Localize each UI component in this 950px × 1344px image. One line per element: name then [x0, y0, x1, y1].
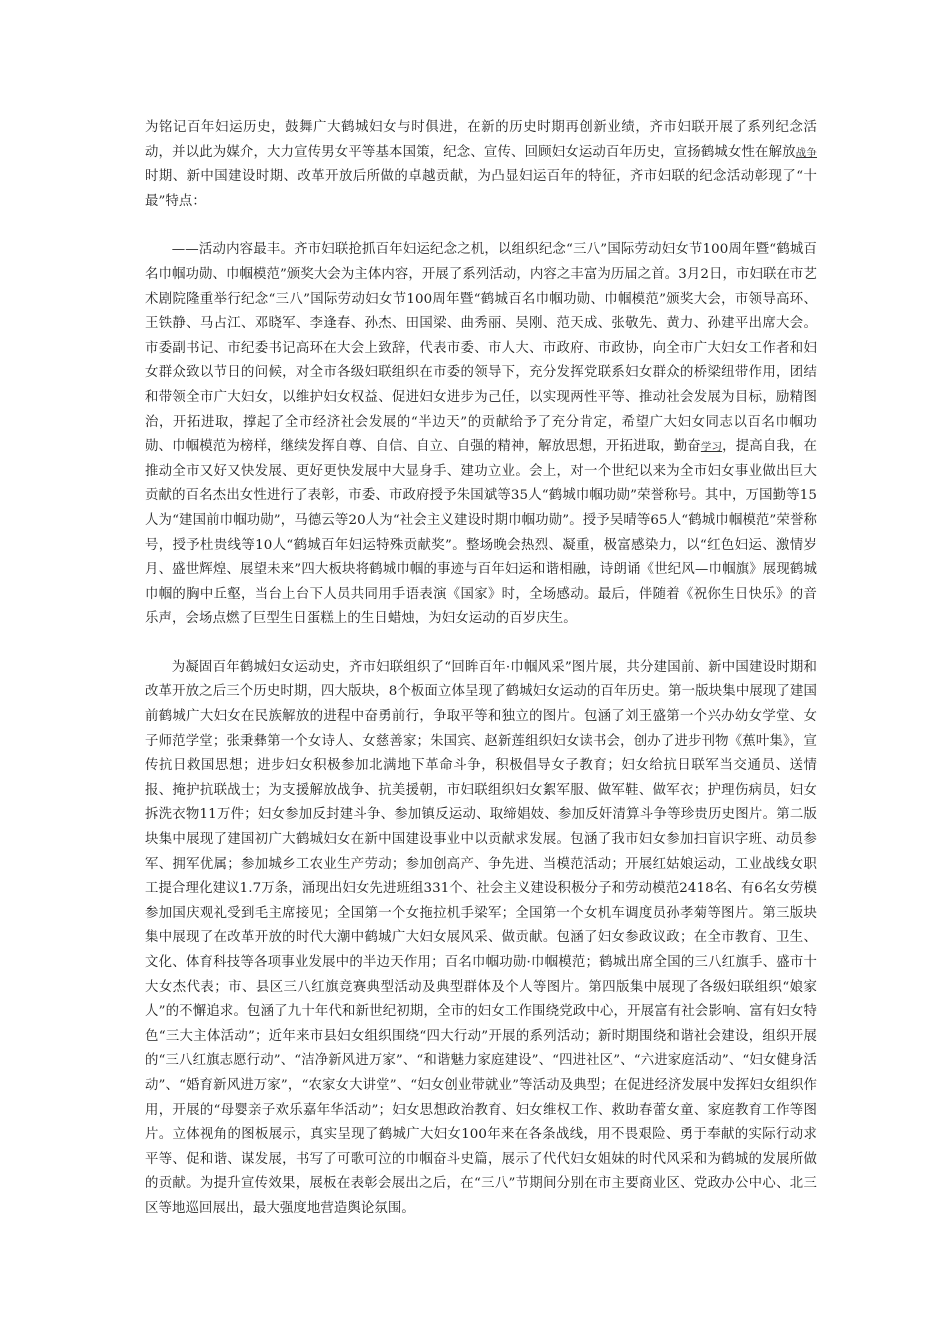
intro-text-end: 时期、新中国建设时期、改革开放后所做的卓越贡献，为凸显妇运百年的特征，齐市妇联的纪念活动彰现了“十最”特点： [145, 169, 817, 209]
photo-exhibition-paragraph: 为凝固百年鹤城妇女运动史，齐市妇联组织了“回眸百年·巾帼风采”图片展，共分建国前、新中国建设时期和改革开放之后三个历史时期，四大版块，8个板面立体呈现了鹤城妇女运动的百年历史。第一版块集中展现了建国前鹤城广大妇女在民族解放的进程中奋勇前行，争取平等和独立的图片。包涵了刘王盛第一个兴办幼女学堂、女子师范学堂；张秉彝第一个女诗人、女慈善家；朱国宾、赵新莲组织妇女读书会，创办了进步刊物《蕉叶集》，宣传抗日救国思想；进步妇女积极参加北满地下革命斗争，积极倡导女子教育；妇女给抗日联军当交通员、送情报、掩护抗联战士；为支援解放战争、抗美援朝，市妇联组织妇女絮军服、做军鞋、做军衣；护理伤病员，妇女拆洗衣物11万件；妇女参加反封建斗争、参加镇反运动、取缔娼妓、参加反奸清算斗争等珍贵历史图片。第二版块集中展现了建国初广大鹤城妇女在新中国建设事业中以贡献求发展。包涵了我市妇女参加扫盲识字班、动员参军、拥军优属；参加城乡工农业生产劳动；参加创高产、争先进、当模范活动；开展红姑娘运动，工业战线女职工提合理化建议1.7万条，涌现出妇女先进班组331个、社会主义建设积极分子和劳动模范2418名、有6名女劳模参加国庆观礼受到毛主席接见；全国第一个女拖拉机手梁军；全国第一个女机车调度员孙孝菊等图片。第三版块集中展现了在改革开放的时代大潮中鹤城广大妇女展风采、做贡献。包涵了妇女参政议政；在全市教育、卫生、文化、体育科技等各项事业发展中的半边天作用；百名巾帼功勋·巾帼模范；鹤城出席全国的三八红旗手、盛市十大女杰代表；市、县区三八红旗竞赛典型活动及典型群体及个人等图片。第四版集中展现了各级妇联组织“娘家人”的不懈追求。包涵了九十年代和新世纪初期，全市的妇女工作围绕党政中心，开展富有社会影响、富有妇女特色“三大主体活动”；近年来市县妇女组织围绕“四大行动”开展的系列活动；新时期围绕和谐社会建设，组织开展的“三八红旗志愿行动”、“洁净新风进万家”、“和谐魅力家庭建设”、“四进社区”、“六进家庭活动”、“妇女健身活动”、“婚育新风进万家”，“农家女大讲堂”、“妇女创业带就业”等活动及典型；在促进经济发展中发挥妇女组织作用，开展的“母婴亲子欢乐嘉年华活动”；妇女思想政治教育、妇女维权工作、救助春蕾女童、家庭教育工作等图片。立体视角的图板展示，真实呈现了鹤城广大妇女100年来在各条战线，用不畏艰险、勇于奉献的实际行动求平等、促和谐、谋发展，书写了可歌可泣的巾帼奋斗史篇，展示了代代妇女姐妹的时代风采和为鹤城的发展所做的贡献。为提升宣传效果，展板在表彰会展出之后，在“三八”节期间分别在市主要商业区、党政办公中心、北三区等地巡回展出，最大强度地营造舆论氛围。 [145, 659, 817, 1216]
activity-content-paragraph [145, 238, 817, 632]
war-link[interactable]: 战争 [795, 146, 818, 159]
intro-text-start: 为铭记百年妇运历史，鼓舞广大鹤城妇女与时俱进，在新的历史时期再创新业绩，齐市妇联开展了系列纪念活动，并以此为媒介，大力宣传男女平等基本国策，纪念、宣传、回顾妇女运动百年历史，宣扬鹤城女性在解放 [145, 120, 817, 160]
paragraph1-text-start: ——活动内容最丰。齐市妇联抢抓百年妇运纪念之机，以组织纪念“三八”国际劳动妇女节100周年暨“鹤城百名巾帼功勋、巾帼模范”颁奖大会为主体内容，开展了系列活动，内容之丰富为历届之首。3月2日，市妇联在市艺术剧院隆重举行纪念“三八”国际劳动妇女节100周年暨“鹤城百名巾帼功勋、巾帼模范”颁奖大会，市领导高环、王铁静、马占江、邓晓军、李逢春、孙杰、田国梁、曲秀丽、吴刚、范天成、张敬先、黄力、孙建平出席大会。市委副书记、市纪委书记高环在大会上致辞，代表市委、市人大、市政府、市政协，向全市广大妇女工作者和妇女群众致以节日的问候，对全市各级妇联组织在市委的领导下，充分发挥党联系妇女群众的桥梁纽带作用，团结和带领全市广大妇女，以维护妇女权益、促进妇女进步为己任，以实现两性平等、推动社会发展为目标，励精图治，开拓进取，撑起了全市经济社会发展的“半边天”的贡献给予了充分肯定，希望广大妇女同志以百名巾帼功勋、巾帼模范为榜样，继续发挥自尊、自信、自立、自强的精神，解放思想，开拓进取，勤奋 [145, 242, 817, 455]
study-link[interactable]: 学习 [700, 441, 723, 454]
intro-paragraph [145, 116, 817, 214]
paragraph1-text-end: ，提高自我，在推动全市又好又快发展、更好更快发展中大显身手、建功立业。会上，对一个世纪以来为全市妇女事业做出巨大贡献的百名杰出女性进行了表彰，市委、市政府授予朱国斌等35人“鹤城巾帼功勋”荣誉称号。其中，万国勤等15人为“建国前巾帼功勋”，马德云等20人为“社会主义建设时期巾帼功勋”。授予吴晴等65人“鹤城巾帼模范”荣誉称号，授予杜贵线等10人“鹤城百年妇运特殊贡献奖”。整场晚会热烈、凝重，极富感染力，以“红色妇运、激情岁月、盛世辉煌、展望未来”四大板块将鹤城巾帼的事迹与百年妇运和谐相融，诗朗诵《世纪风—巾帼旗》展现鹤城巾帼的胸中丘壑，当台上台下人员共同用手语表演《国家》时，全场感动。最后，伴随着《祝你生日快乐》的音乐声，会场点燃了巨型生日蛋糕上的生日蜡烛，为妇女运动的百岁庆生。 [145, 439, 818, 627]
document-page [145, 116, 817, 1222]
